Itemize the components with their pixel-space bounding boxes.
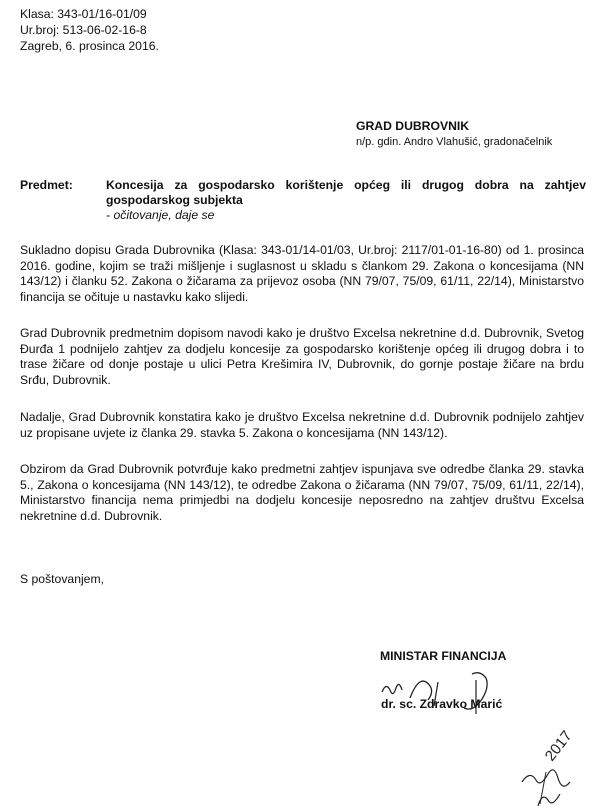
body-paragraph-1: Sukladno dopisu Grada Dubrovnika (Klasa: 343-01/14-01/03, Ur.broj: 2117/01-01-16-80) od 1. prosinca 2016. godine, kojim se traži mišljenje i suglasnost u skladu s člankom 29. Zakona o koncesijama (NN 143/12) i članku 52. Zakona o žičarama za prijevoz osoba (NN 79/07, 75/09, 61/11, 22/14), Ministarstvo financija se očituje u nastavku kako slijedi. [20, 243, 584, 304]
klasa-line: Klasa: 343-01/16-01/09 [20, 7, 147, 21]
recipient-block [356, 118, 552, 150]
body-paragraph-3: Nadalje, Grad Dubrovnik konstatira kako je društvo Excelsa nekretnine d.d. Dubrovnik podnijelo zahtjev uz propisane uvjete iz članka 29. stavka 5. Zakona o koncesijama (NN 143/12). [20, 410, 584, 440]
closing-salutation: S poštovanjem, [20, 572, 105, 586]
subject-label: Predmet: [20, 178, 73, 192]
subject-title: Koncesija za gospodarsko korištenje općeg ili drugog dobra na zahtjev gospodarskog subjekta [106, 178, 586, 207]
recipient-name: GRAD DUBROVNIK [356, 119, 470, 133]
handwritten-margin-note [518, 722, 598, 808]
recipient-attention: n/p. gdin. Andro Vlahušić, gradonačelnik [356, 136, 553, 148]
place-date-line: Zagreb, 6. prosinca 2016. [20, 39, 159, 53]
signatory-title: MINISTAR FINANCIJA [380, 649, 507, 663]
reference-header [20, 6, 159, 54]
urbroj-line: Ur.broj: 513-06-02-16-8 [20, 23, 147, 37]
subject-note: - očitovanje, daje se [106, 208, 215, 222]
body-paragraph-2: Grad Dubrovnik predmetnim dopisom navodi kako je društvo Excelsa nekretnine d.d. Dubrovnik, Svetog Đurđa 1 podnijelo zahtjev za dodjelu koncesije za gospodarsko korištenje općeg ili drugog dobra i to trase žičare od donje postaje u ulici Petra Krešimira IV, Dubrovnik, do gornje postaje žičare na brdu Srđu, Dubrovnik. [20, 326, 584, 387]
subject-block [106, 178, 586, 223]
body-paragraph-4: Obzirom da Grad Dubrovnik potvrđuje kako predmetni zahtjev ispunjava sve odredbe članka 29. stavka 5., Zakona o koncesijama (NN 143/12), te odredbe Zakona o žičarama (NN 79/07, 75/09, 61/11, 22/14), Ministarstvo financija nema primjedbi na dodjelu koncesije neposredno na zahtjev društvu Excelsa nekretnine d.d. Dubrovnik. [20, 462, 584, 523]
margin-note-text: 2017 [541, 727, 576, 765]
signatory-name: dr. sc. Zdravko Marić [381, 697, 503, 711]
